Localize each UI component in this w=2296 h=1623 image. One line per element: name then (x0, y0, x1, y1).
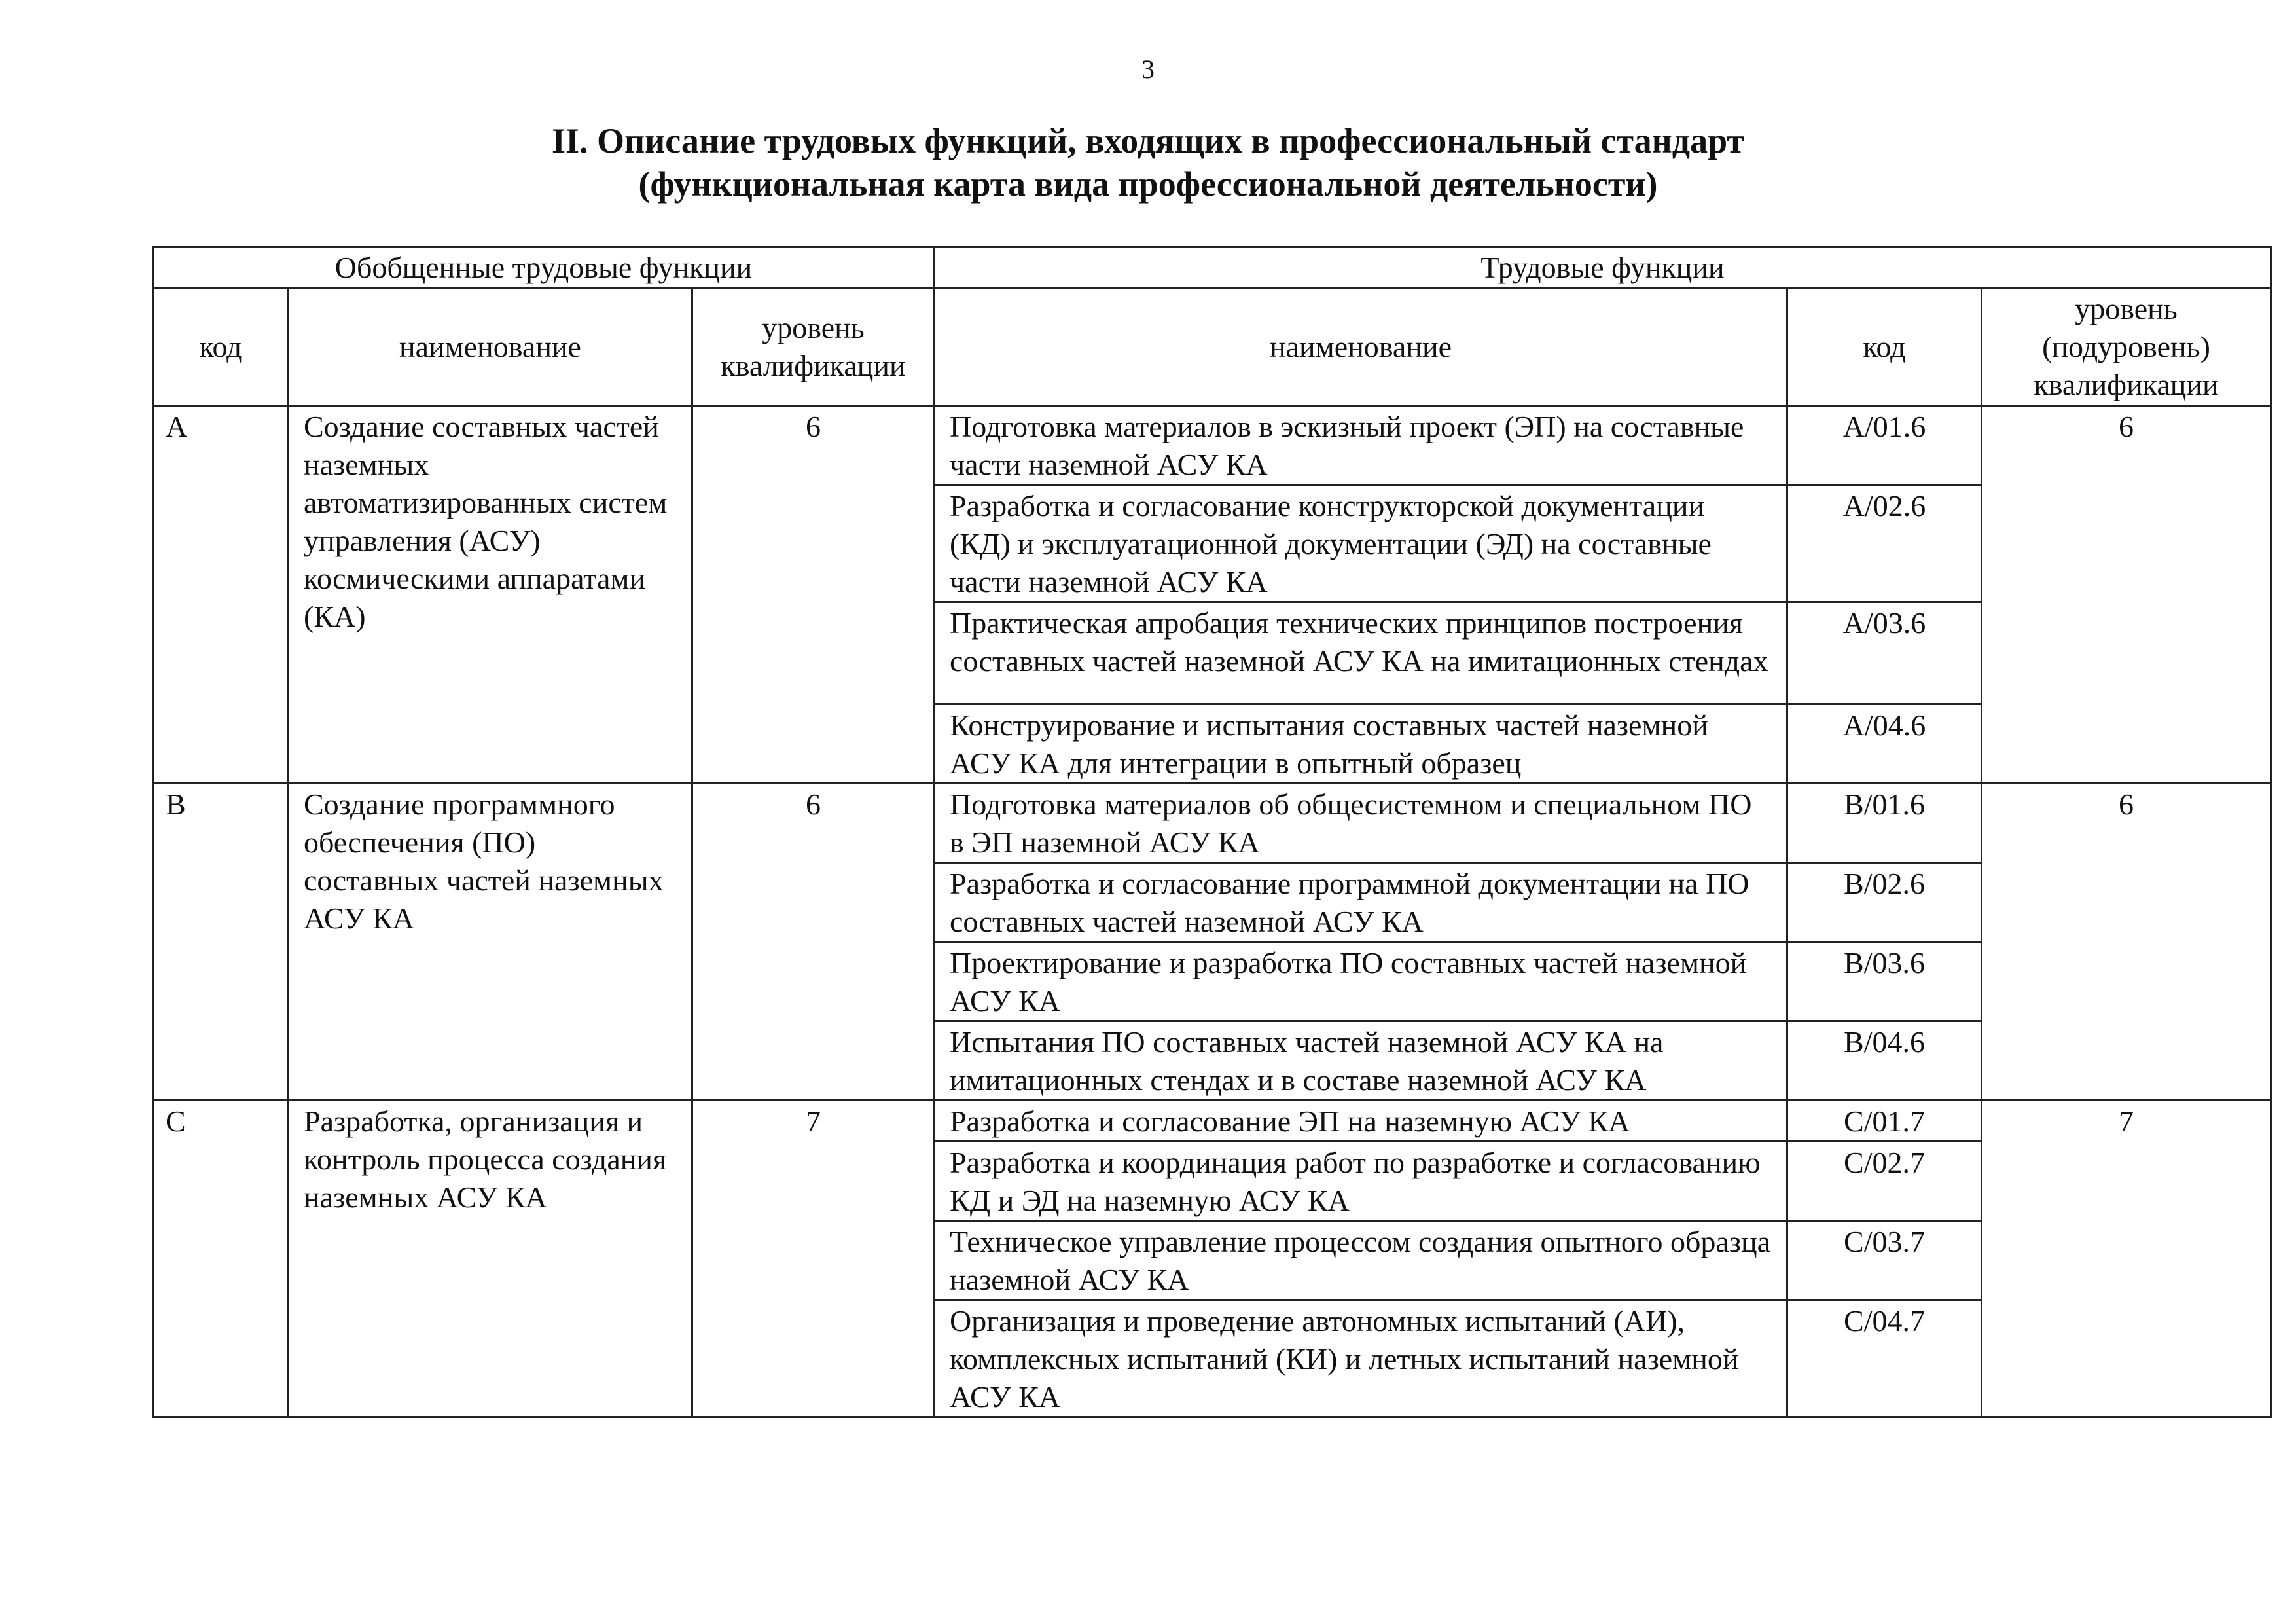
table-row (153, 1101, 2271, 1142)
labor-function-level: 6 (1982, 784, 2271, 1101)
generalized-functions-header: Обобщенные трудовые функции (153, 247, 935, 289)
labor-function-name: Разработка и согласование программной документации на ПО составных частей наземной АСУ КА (935, 863, 1787, 942)
labor-function-code: B/04.6 (1787, 1021, 1982, 1101)
labor-function-level: 7 (1982, 1101, 2271, 1417)
labor-function-code: B/02.6 (1787, 863, 1982, 942)
gen-function-name: Создание составных частей наземных автоматизированных систем управления (АСУ) космическими аппаратами (КА) (289, 406, 692, 784)
labor-function-name: Техническое управление процессом создания опытного образца наземной АСУ КА (935, 1221, 1787, 1300)
gen-function-level: 6 (692, 406, 935, 784)
labor-function-name: Практическая апробация технических принципов построения составных частей наземной АСУ КА на имитационных стендах (935, 602, 1787, 704)
gen-name-header: наименование (289, 289, 692, 406)
labor-function-code: C/01.7 (1787, 1101, 1982, 1142)
page-title (0, 119, 2296, 206)
group-header-row (153, 247, 2271, 289)
labor-function-name: Разработка и согласование конструкторской документации (КД) и эксплуатационной документации (ЭД) на составные части наземной АСУ КА (935, 485, 1787, 602)
labor-function-code: C/02.7 (1787, 1142, 1982, 1221)
labor-function-code: A/04.6 (1787, 704, 1982, 784)
gen-function-name: Создание программного обеспечения (ПО) составных частей наземных АСУ КА (289, 784, 692, 1101)
gen-function-code: A (153, 406, 289, 784)
labor-function-code: C/04.7 (1787, 1300, 1982, 1417)
labor-function-name: Организация и проведение автономных испытаний (АИ), комплексных испытаний (КИ) и летных испытаний наземной АСУ КА (935, 1300, 1787, 1417)
labor-function-name: Проектирование и разработка ПО составных частей наземной АСУ КА (935, 942, 1787, 1021)
tf-name-header: наименование (935, 289, 1787, 406)
labor-function-name: Подготовка материалов об общесистемном и специальном ПО в ЭП наземной АСУ КА (935, 784, 1787, 863)
table-row (153, 406, 2271, 485)
gen-function-level: 6 (692, 784, 935, 1101)
gen-function-level: 7 (692, 1101, 935, 1417)
functional-map-table (152, 246, 2272, 1418)
labor-function-code: A/03.6 (1787, 602, 1982, 704)
gen-code-header: код (153, 289, 289, 406)
table-row (153, 784, 2271, 863)
gen-function-name: Разработка, организация и контроль процесса создания наземных АСУ КА (289, 1101, 692, 1417)
labor-function-name: Разработка и согласование ЭП на наземную АСУ КА (935, 1101, 1787, 1142)
tf-code-header: код (1787, 289, 1982, 406)
page-number: 3 (1141, 54, 1155, 84)
labor-function-code: A/02.6 (1787, 485, 1982, 602)
labor-function-name: Испытания ПО составных частей наземной АСУ КА на имитационных стендах и в составе наземной АСУ КА (935, 1021, 1787, 1101)
labor-function-name: Конструирование и испытания составных частей наземной АСУ КА для интеграции в опытный образец (935, 704, 1787, 784)
labor-function-level: 6 (1982, 406, 2271, 784)
labor-function-code: C/03.7 (1787, 1221, 1982, 1300)
title-line-1: II. Описание трудовых функций, входящих в профессиональный стандарт (552, 121, 1744, 160)
labor-function-code: B/01.6 (1787, 784, 1982, 863)
labor-function-name: Подготовка материалов в эскизный проект (ЭП) на составные части наземной АСУ КА (935, 406, 1787, 485)
labor-function-code: A/01.6 (1787, 406, 1982, 485)
gen-function-code: B (153, 784, 289, 1101)
labor-functions-header: Трудовые функции (935, 247, 2271, 289)
tf-level-header: уровень (подуровень) квалификации (1982, 289, 2271, 406)
title-line-2: (функциональная карта вида профессиональной деятельности) (638, 164, 1658, 204)
column-header-row (153, 289, 2271, 406)
labor-function-name: Разработка и координация работ по разработке и согласованию КД и ЭД на наземную АСУ КА (935, 1142, 1787, 1221)
labor-function-code: B/03.6 (1787, 942, 1982, 1021)
gen-level-header: уровень квалификации (692, 289, 935, 406)
gen-function-code: C (153, 1101, 289, 1417)
